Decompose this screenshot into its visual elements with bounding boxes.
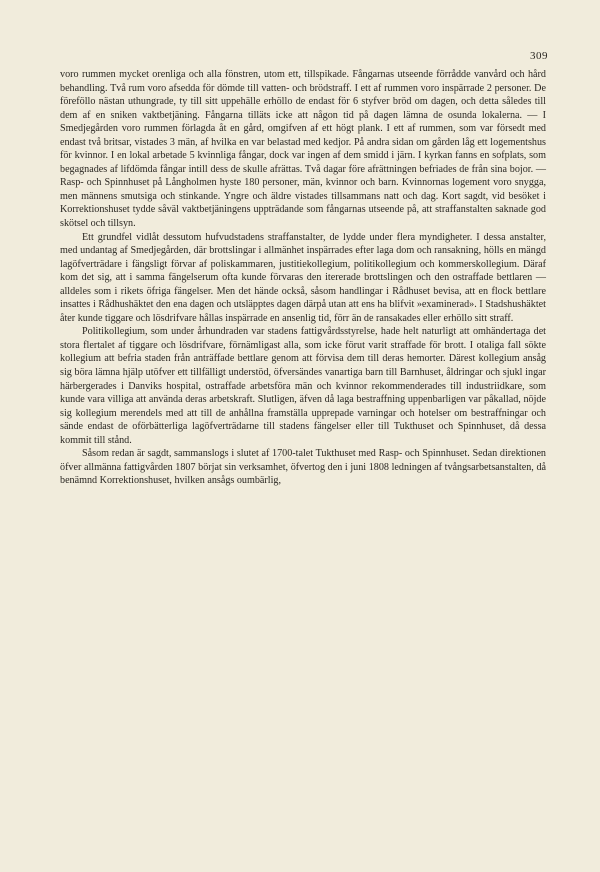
paragraph-2: Ett grundfel vidlåt dessutom hufvudstadens straffanstalter, de lydde under flera myndigheter. I dessa anstalter, med undantag af Smedjegården, där brottslingar i allmänhet inspärrades efter laga dom och ransakning, hölls en mängd lagöfverträdare i fängsligt förvar af poliskammaren, justitiekollegium, politikollegium och kommerskollegium. Däraf kom det sig, att i samma fängelserum ofta kunde förvaras den itererade brottslingen och den ostraffade bettlaren — alldeles som i rikets öfriga fängelser. Men det hände också, såsom handlingar i Rådhuset bevisa, att en flock bettlare insattes i Rådhushäktet den ena dagen och utsläpptes dagen därpå utan att ens ha blifvit »examinerad». I Stadshushäktet åter kunde tiggare och lösdrifvare hållas inspärrade en ansenlig tid, förr än de ransakades eller erhöllo sitt straff. [60, 231, 546, 324]
body-text [60, 68, 546, 488]
paragraph-4: Såsom redan är sagdt, sammanslogs i slutet af 1700-talet Tukthuset med Rasp- och Spinnhuset. Sedan direktionen öfver allmänna fattigvården 1807 börjat sin verksamhet, öfvertog den i juni 1808 ledningen af tvångsarbetsanstalten, då benämnd Korrektionshuset, hvilken ansågs oumbärlig, [60, 448, 546, 487]
page-number: 309 [530, 50, 548, 62]
paragraph-1: voro rummen mycket orenliga och alla fönstren, utom ett, tillspikade. Fångarnas utseende förrådde vanvård och hård behandling. Två rum voro afsedda för dömde till vatten- och brödstraff. I ett af rummen voro inspärrade 2 personer. De föreföllo nästan uthungrade, ty till sitt uppehälle erhöllo de endast för 6 styfver bröd om dagen, och detta således till dem af en sniken vaktbetjäning. Fångarna tilläts icke att någon tid på dagen lämna de osunda lokalerna. — I Smedjegården voro rummen förlagda åt en gård, omgifven af ett högt plank. I ett af rummen, som var försedt med endast två britsar, vistades 3 män, af hvilka en var belastad med kedjor. På andra sidan om gården låg ett logementshus för kvinnor. I en lokal arbetade 5 kvinnliga fångar, dock var ingen af dem smidd i järn. I kyrkan fanns en sofplats, som begagnades af lifdömda fångar intill dess de skulle afrättas. Två dagar före afrättningen befriades de från sina bojor. — Rasp- och Spinnhuset på Långholmen hyste 180 personer, män, kvinnor och barn. Kvinnornas logement voro snygga, men männens smutsiga och stinkande. Yngre och äldre vistades tillsammans natt och dag. Kort sagdt, vid besöket i Korrektionshuset tydde såväl vaktbetjäningens uppträdande som fångarnas utseende på, att straffanstalten saknade god skötsel och tillsyn. [60, 69, 546, 230]
paragraph-3: Politikollegium, som under århundraden var stadens fattigvårdsstyrelse, hade helt naturligt att omhändertaga det stora flertalet af tiggare och lösdrifvare, förnämligast alla, som icke förut varit straffade för brott. I otaliga fall sökte kollegium att befria staden från anträffade bettlare genom att förvisa dem till deras hemorter. Därest kollegium ansåg sig böra lämna hjälp utöfver ett tillfälligt understöd, öfversändes vanartiga barn till Barnhuset, åldringar och sjukl ingar härbergerades i Danviks hospital, ostraffade arbetsföra män och kvinnor rekommenderades till industriidkare, som kunde vara villiga att använda deras arbetskraft. Slutligen, äfven då laga bestraffning uppenbarligen var påkallad, nöjde sig kollegium merendels med att till de anhållna framställa upprepade varningar och hotelser om bestraffningar och sände endast de oförbätterliga lagöfverträdarne till stadens fängelser eller till Tukthuset och Spinnhuset, då dessa kommit till stånd. [60, 326, 546, 446]
